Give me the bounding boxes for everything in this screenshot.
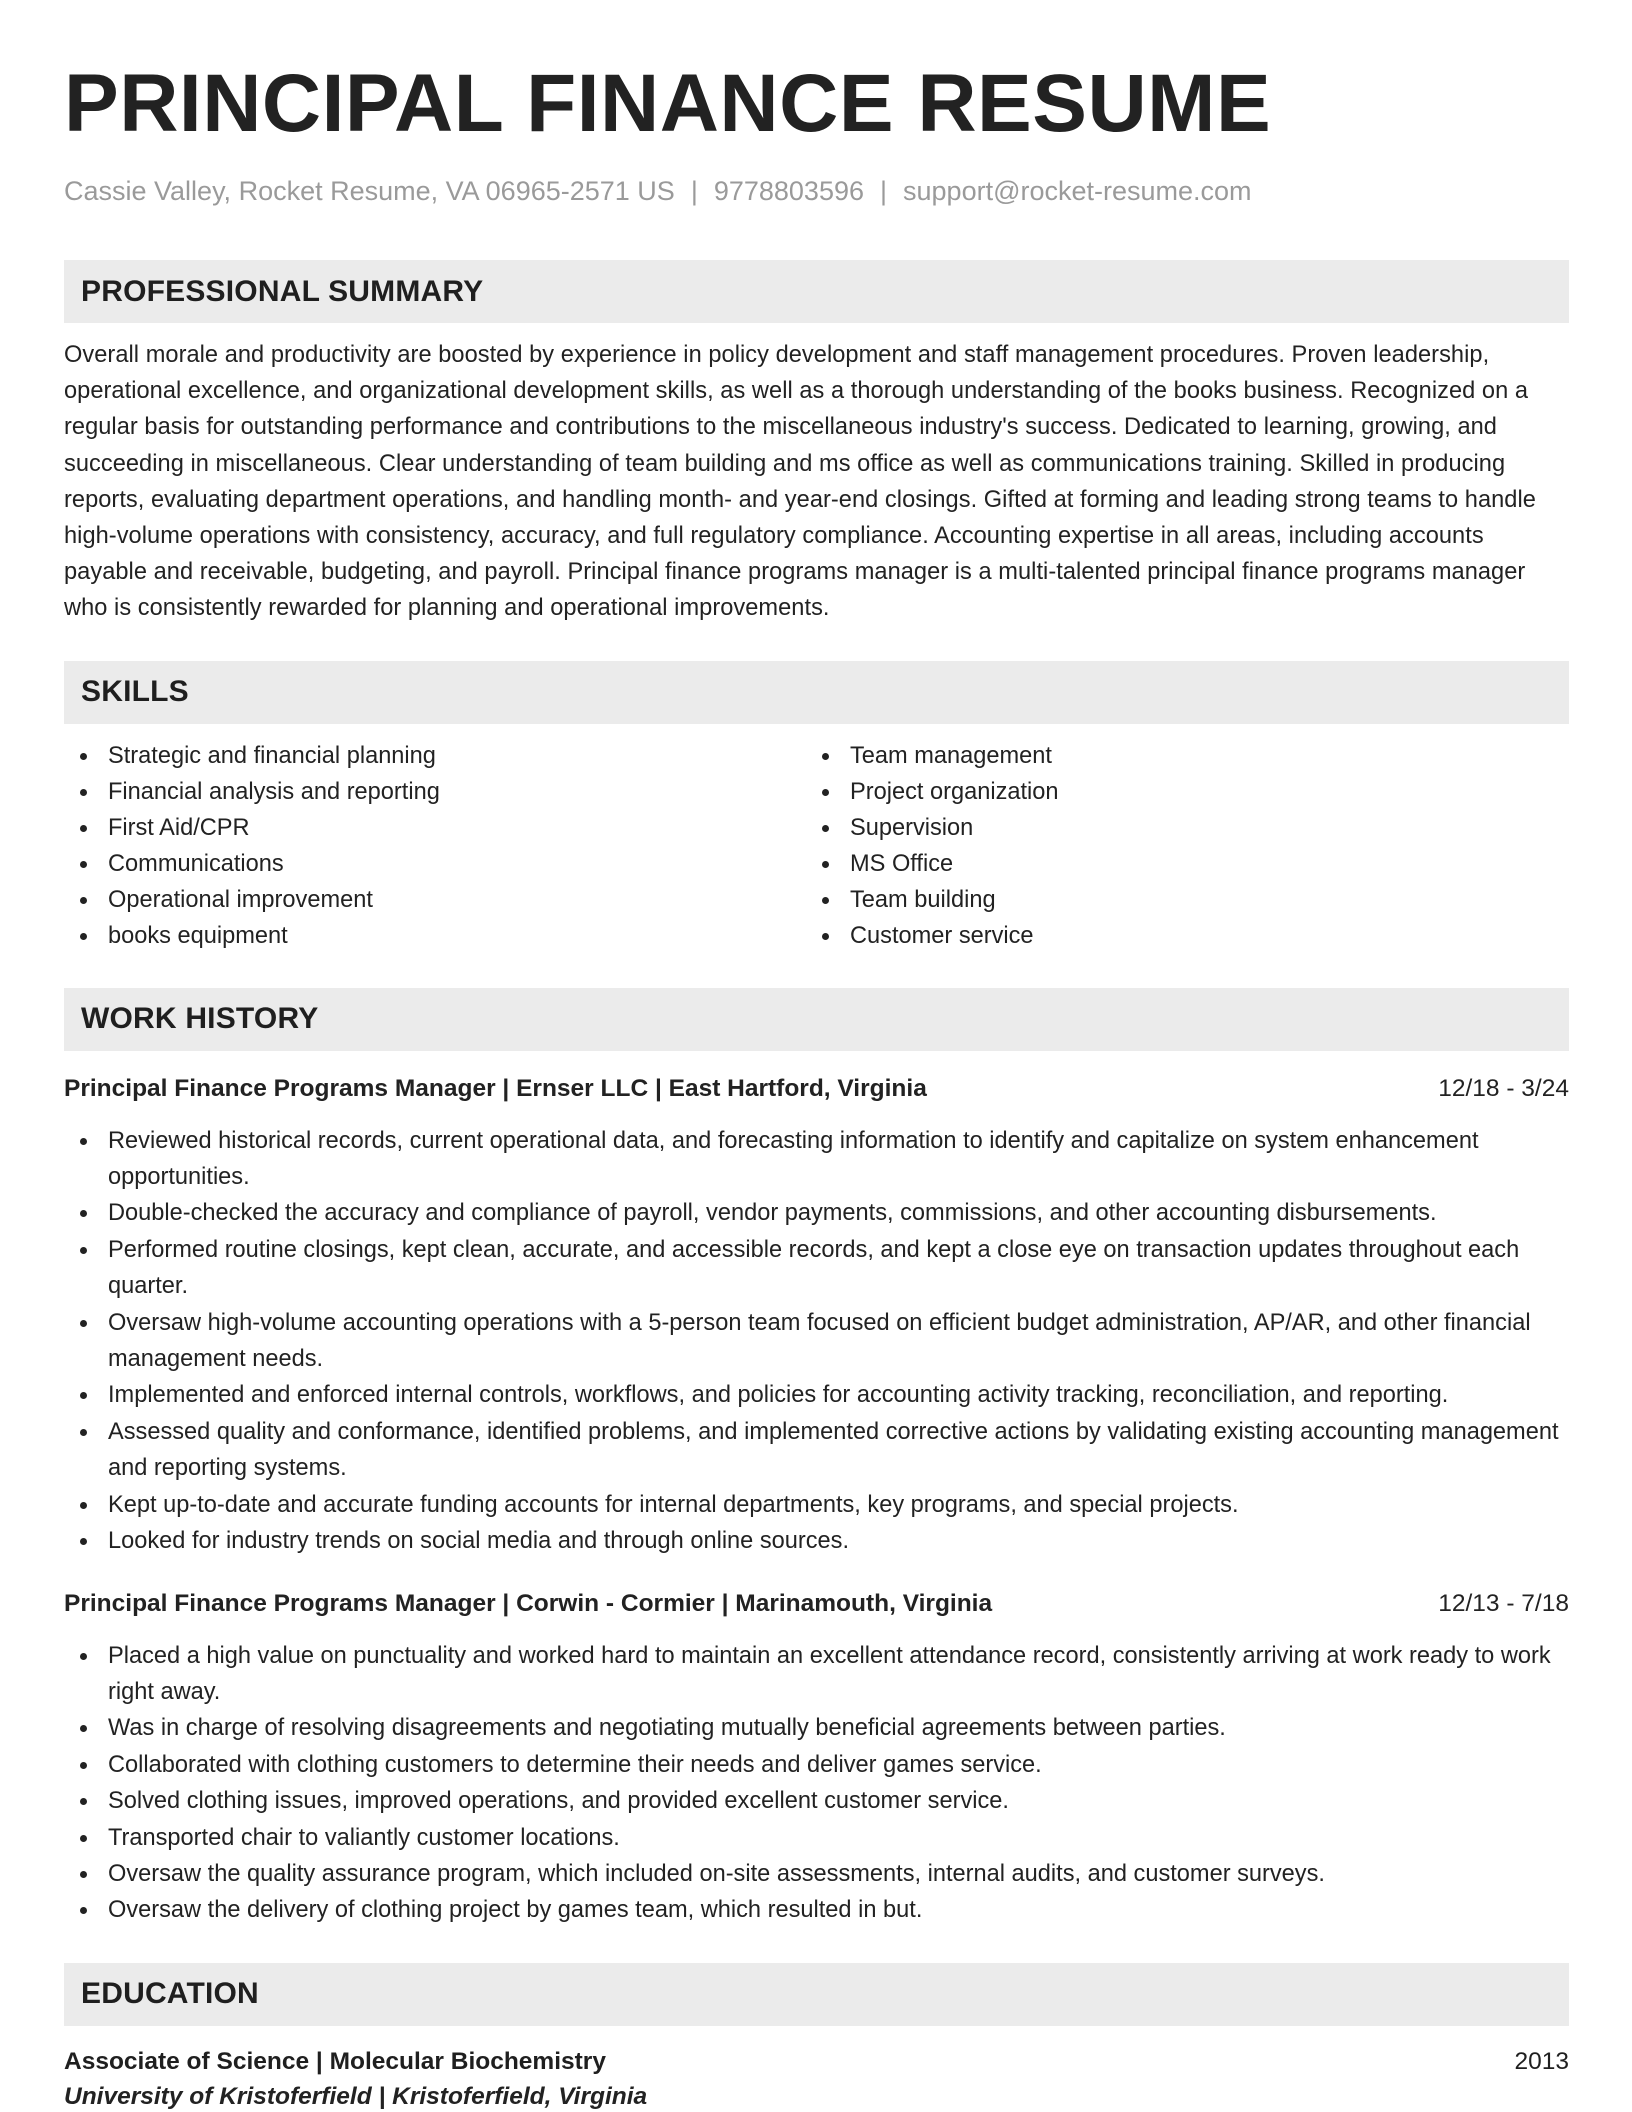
skill-item: Team building bbox=[806, 882, 1548, 918]
skill-item: Project organization bbox=[806, 774, 1548, 810]
skill-item: Strategic and financial planning bbox=[64, 738, 806, 774]
job-bullet: Kept up-to-date and accurate funding accounts for internal departments, key programs, and special projects. bbox=[64, 1487, 1569, 1523]
skill-item: Communications bbox=[64, 846, 806, 882]
skill-item: Supervision bbox=[806, 810, 1548, 846]
summary-text: Overall morale and productivity are boosted by experience in policy development and staff management procedures. Proven leadership, operational excellence, and organizational development skills, as well as a thorough understanding of the books business. Recognized on a regular basis for outstanding performance and contributions to the miscellaneous industry's success. Dedicated to learning, growing, and succeeding in miscellaneous. Clear understanding of team building and ms office as well as communications training. Skilled in producing reports, evaluating department operations, and handling month- and year-end closings. Gifted at forming and leading strong teams to handle high-volume operations with consistency, accuracy, and full regulatory compliance. Accounting expertise in all areas, including accounts payable and receivable, budgeting, and payroll. Principal finance programs manager is a multi-talented principal finance programs manager who is consistently rewarded for planning and operational improvements. bbox=[64, 342, 1536, 622]
job-dates: 12/18 - 3/24 bbox=[1438, 1074, 1569, 1102]
job-bullets bbox=[64, 1123, 1569, 1560]
job-bullet: Double-checked the accuracy and compliance of payroll, vendor payments, commissions, and other accounting disbursements. bbox=[64, 1195, 1569, 1231]
contact-separator: | bbox=[880, 176, 888, 206]
education-entry bbox=[64, 2044, 1569, 2112]
summary-heading: PROFESSIONAL SUMMARY bbox=[64, 260, 1569, 323]
skills-list bbox=[64, 738, 1569, 954]
education-header bbox=[64, 2044, 1569, 2080]
education-heading: EDUCATION bbox=[64, 1963, 1569, 2026]
skill-item: First Aid/CPR bbox=[64, 810, 806, 846]
skill-item: Operational improvement bbox=[64, 882, 806, 918]
job-entry bbox=[64, 1071, 1569, 1560]
job-header bbox=[64, 1071, 1569, 1107]
resume-title: PRINCIPAL FINANCE RESUME bbox=[64, 58, 1272, 149]
job-bullet: Reviewed historical records, current operational data, and forecasting information to identify and capitalize on system enhancement opportunities. bbox=[64, 1123, 1569, 1196]
skill-item: Customer service bbox=[806, 918, 1548, 954]
job-bullet: Oversaw high-volume accounting operations with a 5-person team focused on efficient budget administration, AP/AR, and other financial management needs. bbox=[64, 1305, 1569, 1378]
job-bullet: Implemented and enforced internal controls, workflows, and policies for accounting activity tracking, reconciliation, and reporting. bbox=[64, 1377, 1569, 1413]
job-bullet: Oversaw the delivery of clothing project by games team, which resulted in but. bbox=[64, 1892, 1569, 1928]
contact-address: Cassie Valley, Rocket Resume, VA 06965-2571 US bbox=[64, 176, 675, 206]
job-bullet: Assessed quality and conformance, identified problems, and implemented corrective actions by validating existing accounting management and reporting systems. bbox=[64, 1414, 1569, 1487]
job-bullet: Collaborated with clothing customers to determine their needs and deliver games service. bbox=[64, 1747, 1569, 1783]
skill-item: MS Office bbox=[806, 846, 1548, 882]
skills-column-right bbox=[806, 738, 1548, 954]
job-bullets bbox=[64, 1638, 1569, 1929]
job-bullet: Transported chair to valiantly customer locations. bbox=[64, 1820, 1569, 1856]
skills-column-left bbox=[64, 738, 806, 954]
education-degree: Associate of Science | Molecular Biochemistry bbox=[64, 2047, 606, 2075]
job-entry bbox=[64, 1586, 1569, 1929]
job-bullet: Solved clothing issues, improved operations, and provided excellent customer service. bbox=[64, 1783, 1569, 1819]
job-title: Principal Finance Programs Manager | Corwin - Cormier | Marinamouth, Virginia bbox=[64, 1589, 993, 1617]
job-dates: 12/13 - 7/18 bbox=[1438, 1589, 1569, 1617]
job-bullet: Oversaw the quality assurance program, which included on-site assessments, internal audits, and customer surveys. bbox=[64, 1856, 1569, 1892]
job-bullet: Placed a high value on punctuality and worked hard to maintain an excellent attendance record, consistently arriving at work ready to work right away. bbox=[64, 1638, 1569, 1711]
job-title: Principal Finance Programs Manager | Ernser LLC | East Hartford, Virginia bbox=[64, 1074, 927, 1102]
work-history-heading: WORK HISTORY bbox=[64, 988, 1569, 1051]
contact-phone: 9778803596 bbox=[713, 176, 864, 206]
education-school: University of Kristoferfield | Kristoferfield, Virginia bbox=[64, 2082, 648, 2110]
education-year: 2013 bbox=[1514, 2047, 1569, 2075]
skill-item: Financial analysis and reporting bbox=[64, 774, 806, 810]
job-bullet: Looked for industry trends on social media and through online sources. bbox=[64, 1523, 1569, 1559]
skills-heading: SKILLS bbox=[64, 661, 1569, 724]
skill-item: Team management bbox=[806, 738, 1548, 774]
job-header bbox=[64, 1586, 1569, 1622]
job-bullet: Was in charge of resolving disagreements and negotiating mutually beneficial agreements between parties. bbox=[64, 1710, 1569, 1746]
job-bullet: Performed routine closings, kept clean, accurate, and accessible records, and kept a close eye on transaction updates throughout each quarter. bbox=[64, 1232, 1569, 1305]
skill-item: books equipment bbox=[64, 918, 806, 954]
contact-separator: | bbox=[690, 176, 698, 206]
contact-email: support@rocket-resume.com bbox=[903, 176, 1252, 206]
contact-line bbox=[64, 174, 1569, 208]
